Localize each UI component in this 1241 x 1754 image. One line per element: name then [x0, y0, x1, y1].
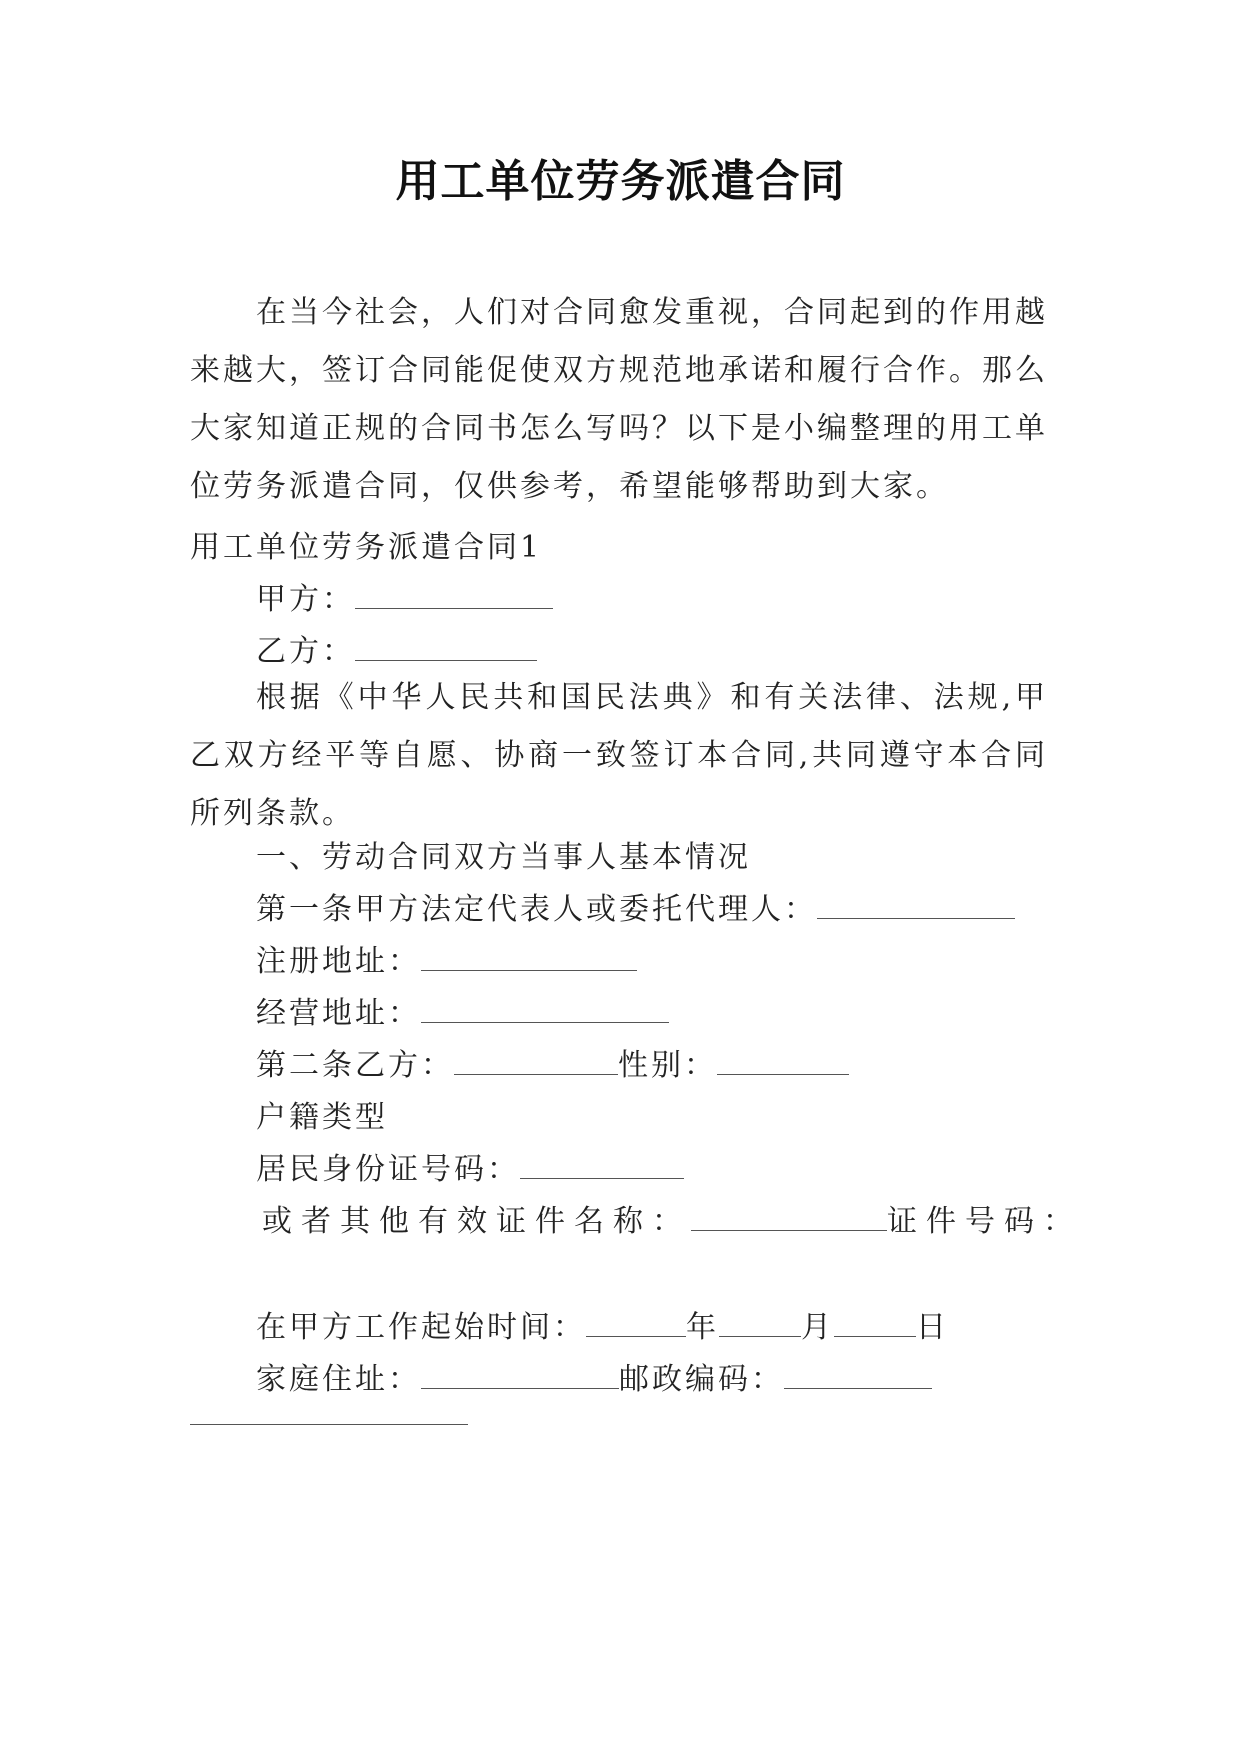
article2-label: 第二条乙方： [256, 1048, 454, 1083]
article1-line [256, 890, 1015, 930]
representative-blank [817, 894, 1015, 919]
month-label: 月 [801, 1310, 834, 1345]
article1-label: 第一条甲方法定代表人或委托代理人： [256, 892, 817, 927]
registered-address-line [256, 942, 637, 982]
start-day-blank [834, 1312, 916, 1337]
id-number-label: 居民身份证号码： [256, 1152, 520, 1187]
intro-paragraph: 在当今社会，人们对合同愈发重视，合同起到的作用越来越大，签订合同能促使双方规范地承诺和履行合作。那么大家知道正规的合同书怎么写吗？以下是小编整理的用工单位劳务派遣合同，仅供参考，希望能够帮助到大家。 [190, 295, 1048, 504]
business-address-blank [421, 998, 669, 1023]
basis-paragraph: 根据《中华人民共和国民法典》和有关法律、法规,甲乙双方经平等自愿、协商一致签订本合同,共同遵守本合同所列条款。 [190, 680, 1048, 831]
party-a-label: 甲方： [256, 582, 355, 617]
business-address-label: 经营地址： [256, 996, 421, 1031]
start-date-line [256, 1308, 949, 1348]
party-b-blank [355, 636, 537, 661]
id-number-line [256, 1150, 684, 1190]
home-address-blank [421, 1364, 619, 1389]
id-number-blank [520, 1154, 684, 1179]
other-id-line [262, 1202, 1082, 1242]
party-b-name-blank [454, 1050, 618, 1075]
other-id-number-blank [190, 1424, 468, 1425]
registered-address-label: 注册地址： [256, 944, 421, 979]
part1-heading: 一、劳动合同双方当事人基本情况 [256, 840, 751, 875]
household-type-label: 户籍类型 [256, 1100, 388, 1135]
other-id-number-label: 证件号码： [887, 1204, 1082, 1239]
year-label: 年 [686, 1310, 719, 1345]
section-heading: 用工单位劳务派遣合同1 [190, 530, 543, 565]
start-month-blank [719, 1312, 801, 1337]
article2-line [256, 1046, 849, 1086]
home-address-line [256, 1360, 932, 1400]
registered-address-blank [421, 946, 637, 971]
start-year-blank [586, 1312, 686, 1337]
document-title: 用工单位劳务派遣合同 [395, 156, 846, 207]
business-address-line [256, 994, 669, 1034]
home-address-label: 家庭住址： [256, 1362, 421, 1397]
party-a-blank [355, 584, 553, 609]
other-id-name-label: 或者其他有效证件名称： [262, 1204, 691, 1239]
party-b-label: 乙方： [256, 634, 355, 669]
postal-code-blank [784, 1364, 932, 1389]
other-id-name-blank [691, 1206, 887, 1231]
gender-blank [717, 1050, 849, 1075]
party-b-line [256, 632, 537, 672]
day-label: 日 [916, 1310, 949, 1345]
postal-code-label: 邮政编码： [619, 1362, 784, 1397]
start-date-label: 在甲方工作起始时间： [256, 1310, 586, 1345]
gender-label: 性别： [618, 1048, 717, 1083]
party-a-line [256, 580, 553, 620]
